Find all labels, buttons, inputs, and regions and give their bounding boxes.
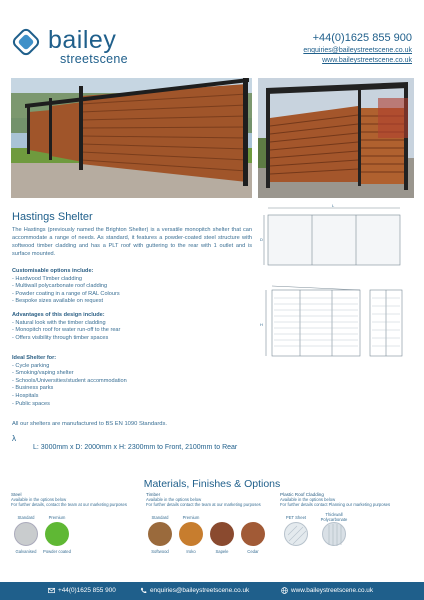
- list-item: - Multiwall polycarbonate roof cladding: [12, 283, 108, 290]
- swatch-softwood[interactable]: [148, 522, 172, 546]
- swatch-label: Thickwall Polycarbonate: [320, 512, 348, 522]
- header-website-link[interactable]: www.baileystreetscene.co.uk: [322, 57, 412, 64]
- swatch-label: Premium: [48, 515, 66, 520]
- envelope-icon: [48, 587, 55, 594]
- shelter-photo-row: [11, 78, 252, 198]
- lambda-symbol: λ: [12, 434, 16, 443]
- logo-wordmark-bailey: bailey: [48, 26, 117, 54]
- swatch-label: PET Sheet: [285, 515, 307, 520]
- materials-roof-column: [280, 492, 415, 507]
- header-contact: [303, 32, 412, 64]
- list-item: - Cycle parking: [12, 362, 50, 369]
- standards-note: All our shelters are manufactured to BS EN 1090 Standards.: [12, 421, 167, 427]
- footer-website[interactable]: [281, 587, 373, 594]
- swatch-name: Sapele: [215, 549, 229, 554]
- swatch-name: Iroko: [186, 549, 196, 554]
- footer-email-text: enquiries@baileystreetscene.co.uk: [150, 587, 250, 594]
- footer-phone-text: +44(0)1625 855 900: [58, 587, 116, 594]
- section-heading: Ideal Shelter for:: [12, 355, 57, 361]
- label-h: H: [260, 322, 263, 327]
- swatch-name: Softwood: [151, 549, 169, 554]
- dimensions-text: L: 3000mm x D: 2000mm x H: 2300mm to Front, 2100mm to Rear: [33, 444, 238, 451]
- swatch-galvanised[interactable]: [14, 522, 38, 546]
- column-line: For further details, contact the team at our marketing purposes: [11, 502, 127, 507]
- elevation-drawing: [260, 282, 410, 364]
- column-line: Available in the options below: [146, 497, 202, 502]
- list-item: - Monopitch roof for water run-off to the rear: [12, 327, 121, 334]
- label-l: L: [332, 203, 335, 208]
- swatch-powder-coated[interactable]: [45, 522, 69, 546]
- advantages-section: [12, 312, 212, 342]
- list-item: - Natural look with the timber cladding: [12, 319, 106, 326]
- footer-website-text: www.baileystreetscene.co.uk: [291, 587, 374, 594]
- column-line: For further details contact the team at our marketing purposes: [146, 502, 261, 507]
- logo-mark-icon: [12, 28, 40, 56]
- swatch-iroko[interactable]: [179, 522, 203, 546]
- swatch-label: Standard: [17, 515, 35, 520]
- product-title: Hastings Shelter: [12, 211, 93, 223]
- globe-icon: [281, 587, 288, 594]
- column-line: Available in the options below: [11, 497, 67, 502]
- swatch-label: Premium: [182, 515, 200, 520]
- list-item: - Schools/Universities/student accommodation: [12, 377, 127, 384]
- swatch-cedar[interactable]: [241, 522, 265, 546]
- swatch-name: Galvanised: [15, 549, 37, 554]
- materials-title: Materials, Finishes & Options: [143, 478, 281, 490]
- swatch-pet-sheet[interactable]: [284, 522, 308, 546]
- list-item: - Bespoke sizes available on request: [12, 298, 104, 305]
- logo-wordmark-streetscene: streetscene: [60, 52, 128, 66]
- swatch-sapele[interactable]: [210, 522, 234, 546]
- brand-logo[interactable]: [10, 26, 140, 70]
- list-item: - Powder coating in a range of RAL Colours: [12, 290, 120, 297]
- column-line: Available in the options below: [280, 497, 336, 502]
- list-item: - Hospitals: [12, 392, 39, 399]
- footer-email[interactable]: [140, 587, 249, 594]
- header-phone[interactable]: +44(0)1625 855 900: [312, 32, 412, 44]
- list-item: - Offers visibility through timber spaces: [12, 334, 109, 341]
- swatch-label: Standard: [151, 515, 169, 520]
- column-line: For further details contact Planning our marketing purposes: [280, 502, 391, 507]
- shelter-photo-closeup: [258, 78, 414, 198]
- column-heading: Plastic Roof Cladding: [280, 492, 324, 497]
- product-intro: The Hastings (previously named the Brighton Shelter) is a versatile monopitch shelter that can accommodate a range of needs. As standard, it features a powder-coated steel structure with softwood timber cladding and has a PLT roof with guttering to the rear with 1 outlet and is surface mounted.: [12, 227, 252, 257]
- materials-timber-column: [146, 492, 276, 507]
- materials-steel-column: [11, 492, 141, 507]
- ideal-for-section: [12, 355, 212, 408]
- list-item: - Business parks: [12, 385, 54, 392]
- swatch-name: Cedar: [247, 549, 259, 554]
- header-email-link[interactable]: enquiries@baileystreetscene.co.uk: [303, 47, 412, 54]
- footer-phone[interactable]: [48, 587, 116, 594]
- list-item: - Hardwood Timber cladding: [12, 275, 82, 282]
- phone-icon: [140, 587, 147, 594]
- section-heading: Advantages of this design include:: [12, 312, 105, 318]
- column-heading: Timber: [146, 492, 161, 497]
- section-heading: Customisable options include:: [12, 268, 94, 274]
- swatch-name: Powder coated: [43, 549, 71, 554]
- column-heading: Steel: [11, 492, 22, 497]
- footer-bar: [0, 582, 424, 600]
- label-d: D: [260, 237, 263, 242]
- swatch-thickwall-polycarbonate[interactable]: [322, 522, 346, 546]
- list-item: - Smoking/vaping shelter: [12, 370, 74, 377]
- customisable-options-section: [12, 268, 212, 306]
- list-item: - Public spaces: [12, 400, 50, 407]
- plan-view-drawing: [260, 203, 410, 270]
